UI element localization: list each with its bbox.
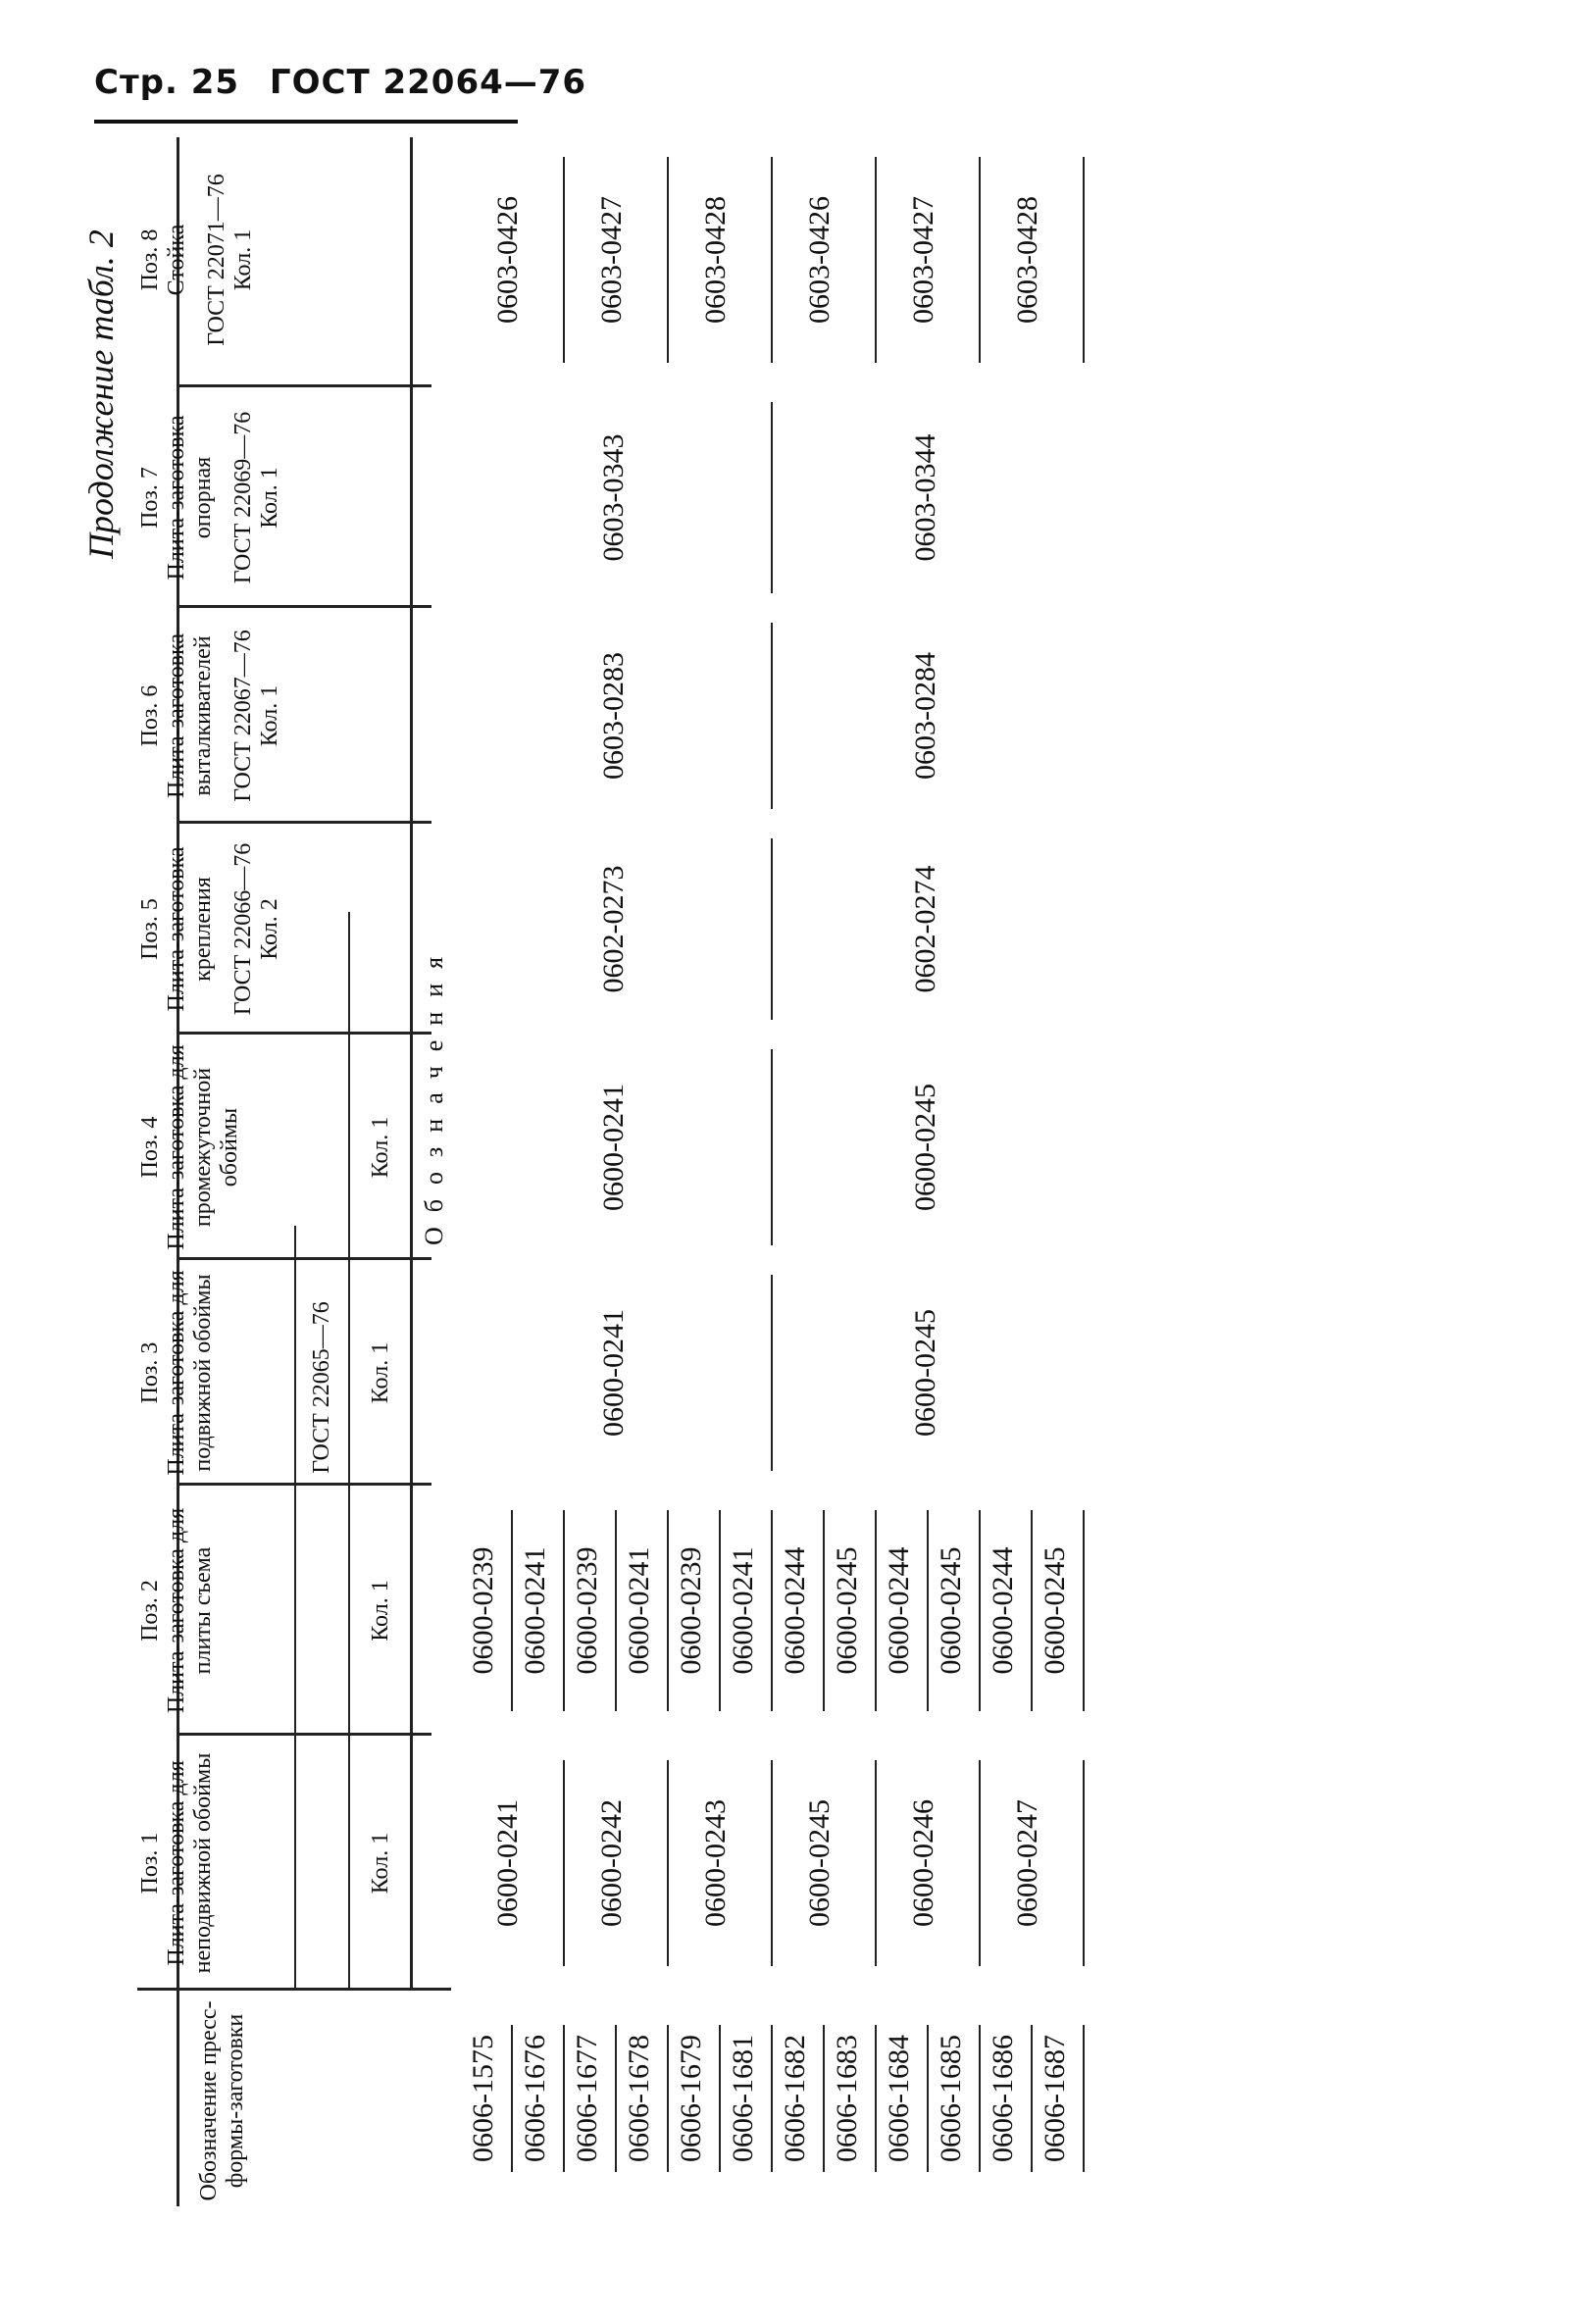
pos1-value: 0600-0245 [802, 1799, 836, 1927]
row-rule [927, 1510, 929, 1711]
row-rule [563, 1510, 565, 1711]
pos2-value: 0600-0245 [1039, 1546, 1071, 1675]
row-designation: 0606-1677 [571, 2035, 603, 2162]
pos4-value: 0600-0245 [909, 1084, 941, 1211]
row-rule [1083, 2025, 1085, 2172]
page-number: Стр. 25 [94, 63, 240, 102]
pos3-qty: Кол. 1 [368, 1341, 393, 1404]
row-rule [875, 1510, 877, 1711]
pos4-value: 0600-0241 [597, 1084, 630, 1211]
pos8-qty: Кол. 1 [230, 228, 256, 291]
group-rule [771, 157, 773, 363]
row-rule [511, 2025, 513, 2172]
standard-number: ГОСТ 22064—76 [269, 63, 587, 102]
group-rule [1083, 1760, 1085, 1966]
row-rule [1031, 1510, 1033, 1711]
row-rule [875, 2025, 877, 2172]
group-rule [771, 1049, 773, 1245]
row-rule [615, 1510, 617, 1711]
row-designation: 0606-1679 [675, 2035, 707, 2162]
pos8-value: 0603-0426 [802, 196, 836, 324]
row-rule [979, 1510, 981, 1711]
pos2-value: 0600-0244 [779, 1546, 811, 1675]
group-rule [563, 157, 565, 363]
group-rule [1083, 157, 1085, 363]
pos5-title: Плита-заготовка крепления [164, 846, 216, 1012]
pos5-standard: ГОСТ 22066—76 [230, 842, 256, 1016]
pos6-standard: ГОСТ 22067—76 [230, 630, 256, 802]
row-rule [667, 1510, 669, 1711]
col-sep-4 [177, 1257, 431, 1260]
pos2-value: 0600-0244 [883, 1546, 915, 1675]
pos2-label: Поз. 2 [137, 1580, 163, 1642]
pos6-value: 0603-0283 [597, 652, 630, 780]
col-sep-5 [177, 1032, 431, 1035]
pos5-label: Поз. 5 [137, 898, 163, 960]
designation-title: Обозначение пресс-формы-заготовки [196, 2000, 248, 2201]
row-rule [771, 2025, 773, 2172]
pos7-value: 0603-0343 [597, 433, 630, 562]
pos8-value: 0603-0427 [906, 196, 939, 324]
row-designation: 0606-1687 [1039, 2035, 1071, 2162]
pos2-title: Плита-заготовка для плиты съема [164, 1507, 216, 1714]
col-sep-6 [177, 821, 431, 824]
row-designation: 0606-1682 [779, 2035, 811, 2162]
group-rule [771, 838, 773, 1020]
header-bottom-rule [410, 137, 413, 1991]
pos2-header [137, 1490, 217, 1731]
row-rule [719, 1510, 721, 1711]
pos1-value: 0600-0246 [906, 1799, 939, 1927]
group-rule [771, 1760, 773, 1966]
group-rule [667, 1760, 669, 1966]
row-designation: 0606-1683 [831, 2035, 863, 2162]
group-rule [979, 1760, 981, 1966]
group-rule [771, 623, 773, 809]
pos6-qty: Кол. 1 [257, 684, 282, 747]
pos4-header [137, 1039, 243, 1255]
pos8-value: 0603-0426 [490, 196, 524, 324]
table-caption: Продолжение табл. 2 [81, 229, 121, 559]
pos4-label: Поз. 4 [137, 1116, 163, 1179]
row-designation: 0606-1685 [935, 2035, 967, 2162]
row-rule [615, 2025, 617, 2172]
group-standard: ГОСТ 22065—76 [309, 1301, 334, 1474]
pos2-value: 0600-0244 [987, 1546, 1019, 1675]
pos1-value: 0600-0247 [1010, 1799, 1043, 1927]
pos4-title: Плита-заготовка для промежуточной обоймы [164, 1044, 242, 1250]
col-sep-3 [177, 1483, 431, 1486]
pos5-value: 0602-0274 [909, 865, 941, 993]
pos8-title: Стойка [164, 224, 189, 296]
row-rule [771, 1510, 773, 1711]
pos8-value: 0603-0428 [698, 196, 732, 324]
pos1-value: 0600-0241 [490, 1799, 524, 1927]
pos6-header [137, 613, 283, 819]
pos2-qty: Кол. 1 [368, 1580, 393, 1642]
row-designation: 0606-1575 [467, 2035, 499, 2162]
row-rule [667, 2025, 669, 2172]
group-rule [979, 157, 981, 363]
pos7-standard: ГОСТ 22069—76 [230, 411, 256, 584]
pos4-qty: Кол. 1 [368, 1116, 393, 1179]
pos1-value: 0600-0242 [594, 1799, 628, 1927]
row-designation: 0606-1676 [519, 2035, 551, 2162]
group-rule [563, 1760, 565, 1966]
pos8-label: Поз. 8 [137, 228, 163, 291]
pos2-value: 0600-0241 [623, 1546, 655, 1675]
row-rule [511, 1510, 513, 1711]
designation-header [196, 1996, 249, 2206]
row-designation: 0606-1678 [623, 2035, 655, 2162]
pos2-value: 0600-0239 [675, 1546, 707, 1675]
pos1-value: 0600-0243 [698, 1799, 732, 1927]
pos8-standard: ГОСТ 22071—76 [204, 174, 229, 346]
col-sep-7 [177, 605, 431, 608]
row-rule [1083, 1510, 1085, 1711]
pos6-label: Поз. 6 [137, 684, 163, 747]
pos5-qty: Кол. 2 [257, 898, 282, 960]
pos8-header [137, 137, 257, 382]
pos5-header [137, 829, 283, 1030]
pos3-label: Поз. 3 [137, 1341, 163, 1404]
row-rule [979, 2025, 981, 2172]
pos3-value: 0600-0241 [597, 1309, 630, 1437]
pos6-value: 0603-0284 [909, 652, 941, 780]
designations-label: Обозначения [420, 941, 448, 1245]
row-rule [1031, 2025, 1033, 2172]
pos5-value: 0602-0273 [597, 865, 630, 993]
pos7-label: Поз. 7 [137, 467, 163, 529]
pos2-value: 0600-0239 [571, 1546, 603, 1675]
pos3-header [137, 1265, 217, 1481]
pos2-value: 0600-0239 [467, 1546, 499, 1675]
pos7-title: Плита-заготовка опорная [164, 415, 216, 581]
pos8-value: 0603-0427 [594, 196, 628, 324]
pos2-value: 0600-0245 [831, 1546, 863, 1675]
group-rule [294, 1226, 296, 1991]
pos2-value: 0600-0241 [727, 1546, 759, 1675]
row-designation: 0606-1684 [883, 2035, 915, 2162]
pos7-value: 0603-0344 [909, 433, 941, 562]
row-rule [719, 2025, 721, 2172]
pos2-value: 0600-0245 [935, 1546, 967, 1675]
col-sep-2 [177, 1733, 431, 1736]
row-designation: 0606-1686 [987, 2035, 1019, 2162]
pos3-value: 0600-0245 [909, 1309, 941, 1437]
pos8-value: 0603-0428 [1010, 196, 1043, 324]
row-rule [823, 1510, 825, 1711]
pos3-title: Плита-заготовка для подвижной обоймы [164, 1270, 216, 1476]
col-sep-8 [177, 384, 431, 387]
group-rule [875, 1760, 877, 1966]
pos1-label: Поз. 1 [137, 1832, 163, 1895]
pos1-header [137, 1741, 217, 1986]
pos2-value: 0600-0241 [519, 1546, 551, 1675]
group-rule [875, 157, 877, 363]
group-rule [771, 1275, 773, 1471]
group-rule [667, 157, 669, 363]
row-rule [927, 2025, 929, 2172]
qty-rule [348, 912, 350, 1991]
pos1-qty: Кол. 1 [368, 1832, 393, 1895]
pos1-title: Плита-заготовка для неподвижной обоймы [164, 1752, 216, 1974]
row-rule [823, 2025, 825, 2172]
row-rule [563, 2025, 565, 2172]
row-designation: 0606-1681 [727, 2035, 759, 2162]
pos6-title: Плита-заготовка выталкивателей [164, 632, 216, 799]
pos7-header [137, 392, 283, 603]
group-rule [771, 402, 773, 593]
pos7-qty: Кол. 1 [257, 467, 282, 529]
